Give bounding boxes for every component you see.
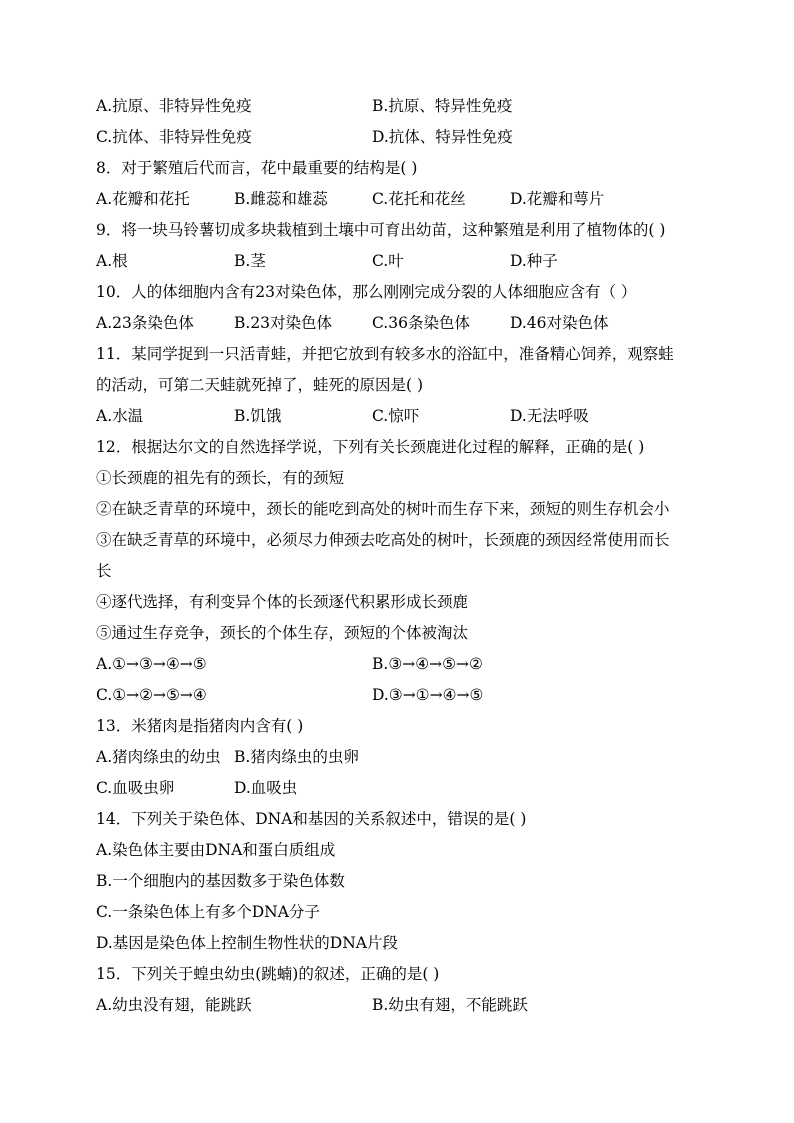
- q10-option-b: B.23对染色体: [234, 314, 333, 332]
- q13-option-a: A.猪肉绦虫的幼虫: [96, 748, 221, 766]
- q9-option-a: A.根: [96, 252, 128, 270]
- q10-stem: 10．人的体细胞内含有23对染色体，那么刚刚完成分裂的人体细胞应含有（ ）: [96, 283, 637, 301]
- q12-option-b: B.③→④→⑤→②: [372, 655, 483, 673]
- q12-statement-3-line2: 长: [96, 562, 112, 580]
- q10-option-c: C.36条染色体: [372, 314, 470, 332]
- q12-statement-4: ④逐代选择，有利变异个体的长颈逐代积累形成长颈鹿: [96, 593, 469, 611]
- q8-option-b: B.雌蕊和雄蕊: [234, 190, 328, 208]
- q14-option-c: C.一条染色体上有多个DNA分子: [96, 903, 320, 921]
- q7-option-d: D.抗体、特异性免疫: [372, 128, 513, 146]
- q9-stem: 9．将一块马铃薯切成多块栽植到土壤中可育出幼苗，这种繁殖是利用了植物体的( ): [96, 221, 666, 239]
- q8-stem: 8．对于繁殖后代而言，花中最重要的结构是( ): [96, 159, 418, 177]
- q8-option-d: D.花瓣和萼片: [510, 190, 605, 208]
- q7-option-b: B.抗原、特异性免疫: [372, 97, 513, 115]
- q11-stem-line2: 的活动，可第二天蛙就死掉了，蛙死的原因是( ): [96, 376, 424, 394]
- q14-option-d: D.基因是染色体上控制生物性状的DNA片段: [96, 934, 398, 952]
- q12-statement-1: ①长颈鹿的祖先有的颈长，有的颈短: [96, 469, 345, 487]
- q12-statement-2: ②在缺乏青草的环境中，颈长的能吃到高处的树叶而生存下来，颈短的则生存机会小: [96, 500, 670, 518]
- q12-stem: 12．根据达尔文的自然选择学说，下列有关长颈鹿进化过程的解释，正确的是( ): [96, 438, 645, 456]
- q11-option-b: B.饥饿: [234, 407, 282, 425]
- q13-option-c: C.血吸虫卵: [96, 779, 175, 797]
- q7-option-a: A.抗原、非特异性免疫: [96, 97, 252, 115]
- q10-option-d: D.46对染色体: [510, 314, 609, 332]
- q11-option-d: D.无法呼吸: [510, 407, 589, 425]
- q15-option-b: B.幼虫有翅，不能跳跃: [372, 996, 528, 1014]
- q14-stem: 14．下列关于染色体、DNA和基因的关系叙述中，错误的是( ): [96, 810, 527, 828]
- q7-option-c: C.抗体、非特异性免疫: [96, 128, 252, 146]
- q12-option-d: D.③→①→④→⑤: [372, 686, 484, 704]
- q12-statement-5: ⑤通过生存竞争，颈长的个体生存，颈短的个体被淘汰: [96, 624, 469, 642]
- q13-stem: 13．米猪肉是指猪肉内含有( ): [96, 717, 304, 735]
- q10-option-a: A.23条染色体: [96, 314, 194, 332]
- q11-option-c: C.惊吓: [372, 407, 420, 425]
- q15-option-a: A.幼虫没有翅，能跳跃: [96, 996, 252, 1014]
- q8-option-c: C.花托和花丝: [372, 190, 466, 208]
- q12-option-c: C.①→②→⑤→④: [96, 686, 207, 704]
- q11-stem-line1: 11．某同学捉到一只活青蛙，并把它放到有较多水的浴缸中，准备精心饲养，观察蛙: [96, 345, 674, 363]
- q12-option-a: A.①→③→④→⑤: [96, 655, 207, 673]
- q13-option-b: B.猪肉绦虫的虫卵: [234, 748, 359, 766]
- q14-option-a: A.染色体主要由DNA和蛋白质组成: [96, 841, 336, 859]
- q15-stem: 15．下列关于蝗虫幼虫(跳蝻)的叙述，正确的是( ): [96, 965, 440, 983]
- q9-option-d: D.种子: [510, 252, 558, 270]
- q12-statement-3-line1: ③在缺乏青草的环境中，必须尽力伸颈去吃高处的树叶，长颈鹿的颈因经常使用而长: [96, 531, 670, 549]
- q13-option-d: D.血吸虫: [234, 779, 298, 797]
- q9-option-c: C.叶: [372, 252, 404, 270]
- q9-option-b: B.茎: [234, 252, 266, 270]
- q8-option-a: A.花瓣和花托: [96, 190, 190, 208]
- q14-option-b: B.一个细胞内的基因数多于染色体数: [96, 872, 345, 890]
- q11-option-a: A.水温: [96, 407, 144, 425]
